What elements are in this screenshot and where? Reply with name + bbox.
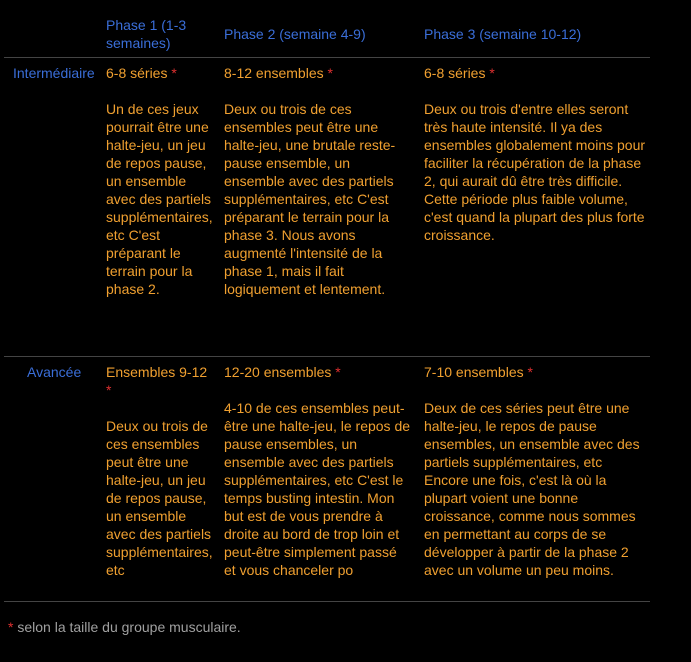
cell-description: Deux de ces séries peut être une halte-jeu, le repos de pause ensembles, un ensemble avec des partiels supplémentaires, etc Encore une fois, c'est là où la plupart voient une bonne croissance, comme nous sommes en permettant au corps de se développer à partir de la phase 2 avec un volume un peu moins. — [424, 400, 640, 578]
cell-title: 6-8 séries — [424, 65, 486, 81]
cell-avancee-phase-3 — [424, 363, 646, 579]
cell-title: 8-12 ensembles — [224, 65, 324, 81]
cell-intermediaire-phase-1 — [106, 64, 216, 298]
cell-avancee-phase-2 — [224, 363, 410, 579]
asterisk-marker: * — [106, 382, 112, 398]
cell-description: Deux ou trois de ces ensembles peut être une halte-jeu, un jeu de repos pause, un ensemble avec des partiels supplémentaires, etc — [106, 418, 213, 578]
cell-description: Deux ou trois de ces ensembles peut être une halte-jeu, une brutale reste-pause ensemble, un ensemble avec des partiels supplémentaires, etc C'est préparant le terrain pour la phase 3. Nous avons augmenté l'intensité de la phase 1, mais il fait logiquement et lentement. — [224, 101, 396, 297]
footnote-marker: * — [8, 619, 14, 635]
asterisk-marker: * — [327, 65, 333, 81]
cell-description: Deux ou trois d'entre elles seront très haute intensité. Il ya des ensembles globalement moins pour faciliter la récupération de la phase 2, qui aurait dû être très difficile. Cette période plus faible volume, c'est quand la plupart des plus forte croissance. — [424, 101, 646, 243]
asterisk-marker: * — [489, 65, 495, 81]
column-header-phase-1: Phase 1 (1-3 semaines) — [106, 17, 187, 51]
footnote — [8, 618, 241, 636]
cell-avancee-phase-1 — [106, 363, 216, 579]
cell-title: Ensembles 9-12 — [106, 364, 208, 380]
cell-title: 7-10 ensembles — [424, 364, 524, 380]
asterisk-marker: * — [335, 364, 341, 380]
row-label-intermediaire: Intermédiaire — [13, 65, 95, 81]
cell-title: 12-20 ensembles — [224, 364, 332, 380]
cell-title: 6-8 séries — [106, 65, 168, 81]
column-header-phase-2: Phase 2 (semaine 4-9) — [224, 26, 366, 42]
row-label-avancee: Avancée — [27, 364, 82, 380]
cell-description: 4-10 de ces ensembles peut-être une halte-jeu, le repos de pause ensembles, un ensemble avec des partiels supplémentaires, etc C'est le temps busting intestin. Mon but est de vous prendre à droite au bord de trop loin et peut-être simplement passé et vous chanceler po — [224, 400, 411, 578]
row-divider — [4, 57, 650, 58]
asterisk-marker: * — [527, 364, 533, 380]
asterisk-marker: * — [171, 65, 177, 81]
cell-intermediaire-phase-2 — [224, 64, 410, 298]
column-header-phase-3: Phase 3 (semaine 10-12) — [424, 26, 582, 42]
footnote-text: selon la taille du groupe musculaire. — [17, 619, 241, 635]
cell-intermediaire-phase-3 — [424, 64, 646, 244]
table-bottom-rule — [4, 601, 650, 602]
row-divider — [4, 356, 650, 357]
cell-description: Un de ces jeux pourrait être une halte-jeu, un jeu de repos pause, un ensemble avec des partiels supplémentaires, etc C'est préparant le terrain pour la phase 2. — [106, 101, 213, 297]
